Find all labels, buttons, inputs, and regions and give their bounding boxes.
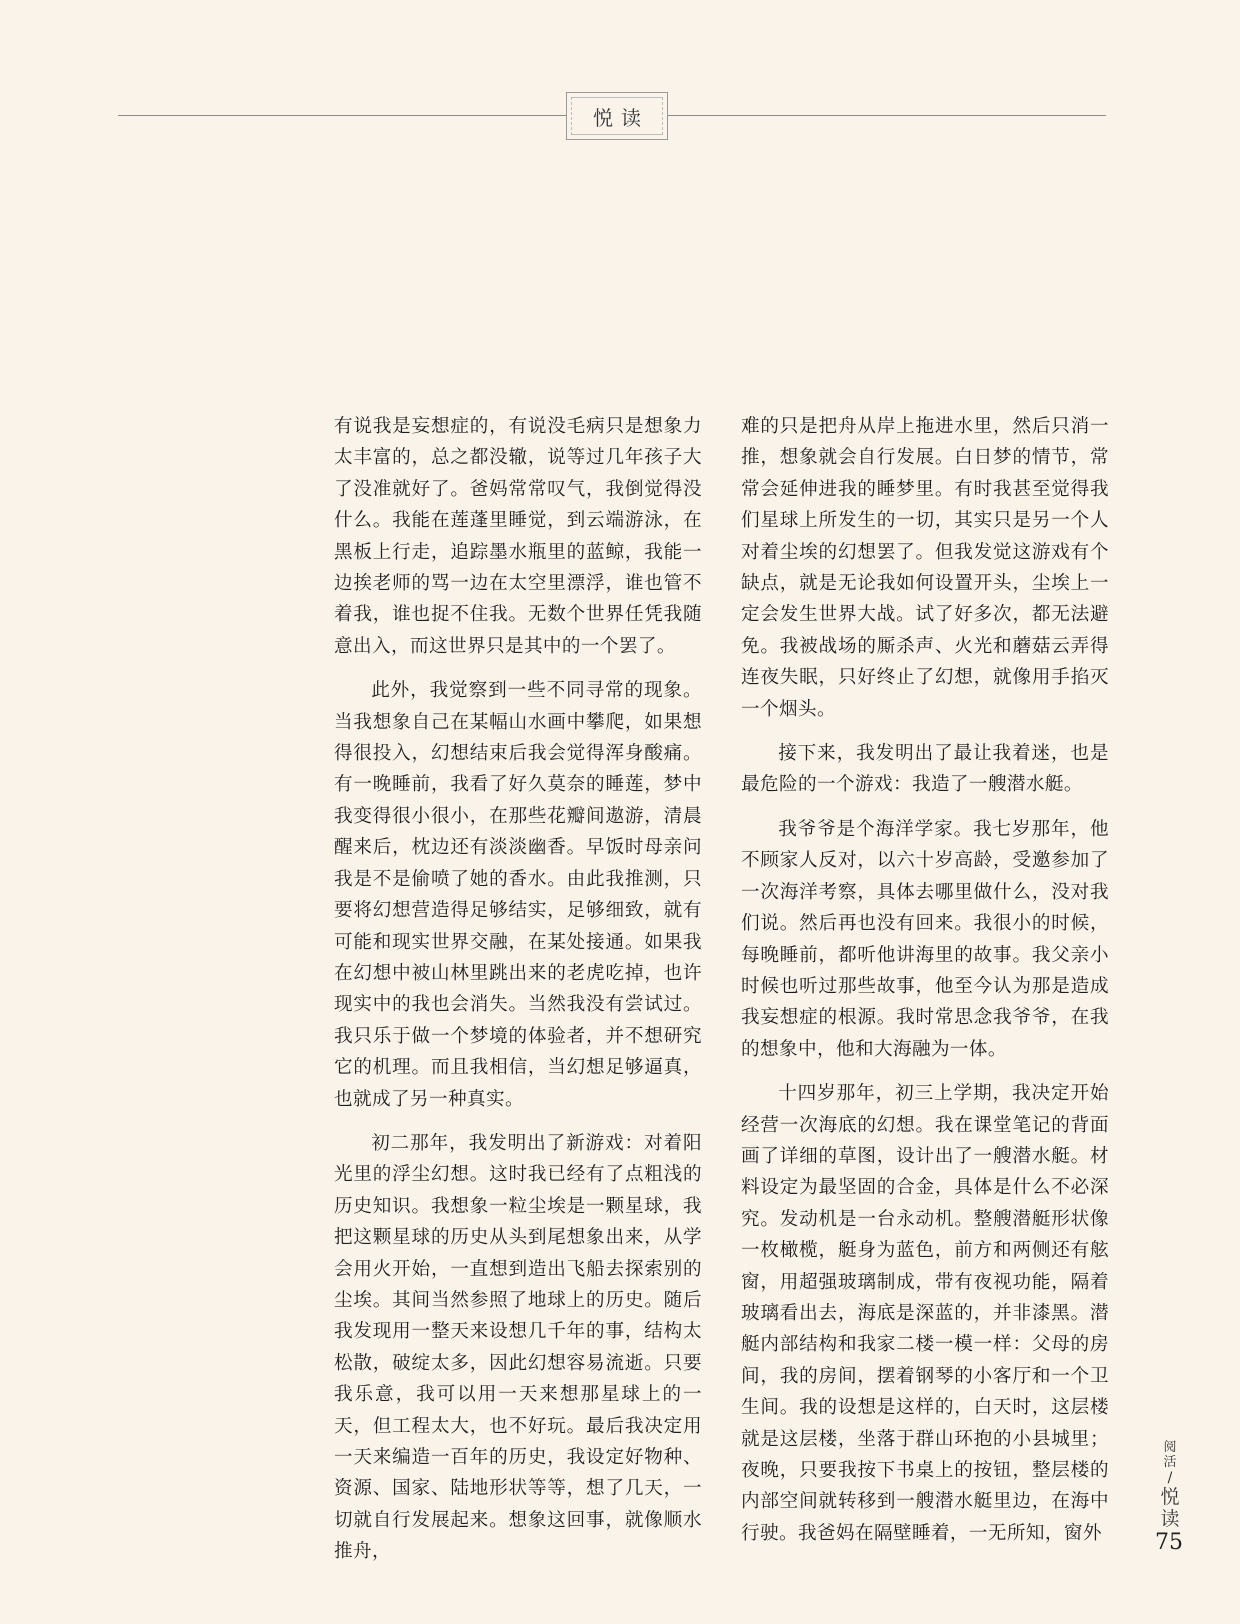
paragraph: 此外，我觉察到一些不同寻常的现象。当我想象自己在某幅山水画中攀爬，如果想得很投入，幻想结束后我会觉得浑身酸痛。有一晚睡前，我看了好久莫奈的睡莲，梦中我变得很小很小，在那些花瓣间遨游，清晨醒来后，枕边还有淡淡幽香。早饭时母亲问我是不是偷喷了她的香水。由此我推测，只要将幻想营造得足够结实，足够细致，就有可能和现实世界交融，在某处接通。如果我在幻想中被山林里跳出来的老虎吃掉，也许现实中的我也会消失。当然我没有尝试过。我只乐于做一个梦境的体验者，并不想研究它的机理。而且我相信，当幻想足够逼真，也就成了另一种真实。	[334, 680, 702, 1110]
sidebar-tag-separator: /	[1167, 1470, 1173, 1486]
section-badge	[566, 92, 668, 140]
page-number: 75	[1155, 1530, 1183, 1555]
header-rule-right	[668, 115, 1106, 116]
section-title: 悦读	[593, 105, 649, 130]
paragraph: 接下来，我发明出了最让我着迷，也是最危险的一个游戏：我造了一艘潜水艇。	[741, 743, 1109, 796]
paragraph: 初二那年，我发明出了新游戏：对着阳光里的浮尘幻想。这时我已经有了点粗浅的历史知识。我想象一粒尘埃是一颗星球，我把这颗星球的历史从头到尾想象出来，从学会用火开始，一直想到造出飞船去探索别的尘埃。其间当然参照了地球上的历史。随后我发现用一整天来设想几千年的事，结构太松散，破绽太多，因此幻想容易流逝。只要我乐意，我可以用一天来想那星球上的一天，但工程太大，也不好玩。最后我决定用一天来编造一百年的历史，我设定好物种、资源、国家、陆地形状等等，想了几天，一切就自行发展起来。想象这回事，就像顺水推舟，	[334, 1132, 702, 1563]
header-rule-left	[118, 115, 566, 116]
sidebar-tag-top: 阅活	[1163, 1440, 1177, 1470]
paragraph: 有说我是妄想症的，有说没毛病只是想象力太丰富的，总之都没辙，说等过几年孩子大了没准就好了。爸妈常常叹气，我倒觉得没什么。我能在莲蓬里睡觉，到云端游泳，在黑板上行走，追踪墨水瓶里的蓝鲸，我能一边挨老师的骂一边在太空里漂浮，谁也管不着我，谁也捉不住我。无数个世界任凭我随意出入，而这世界只是其中的一个罢了。	[334, 416, 702, 657]
sidebar-section-tag	[1159, 1440, 1181, 1530]
paragraph: 难的只是把舟从岸上拖进水里，然后只消一推，想象就会自行发展。白日梦的情节，常常会延伸进我的睡梦里。有时我甚至觉得我们星球上所发生的一切，其实只是另一个人对着尘埃的幻想罢了。但我发觉这游戏有个缺点，就是无论我如何设置开头，尘埃上一定会发生世界大战。试了好多次，都无法避免。我被战场的厮杀声、火光和蘑菇云弄得连夜失眠，只好终止了幻想，就像用手掐灭一个烟头。	[741, 416, 1109, 720]
paragraph: 我爷爷是个海洋学家。我七岁那年，他不顾家人反对，以六十岁高龄，受邀参加了一次海洋考察，具体去哪里做什么，没对我们说。然后再也没有回来。我很小的时候，每晚睡前，都听他讲海里的故事。我父亲小时候也听过那些故事，他至今认为那是造成我妄想症的根源。我时常思念我爷爷，在我的想象中，他和大海融为一体。	[741, 818, 1109, 1060]
sidebar-tag-bottom: 悦读	[1160, 1486, 1180, 1530]
paragraph: 十四岁那年，初三上学期，我决定开始经营一次海底的幻想。我在课堂笔记的背面画了详细的草图，设计出了一艘潜水艇。材料设定为最坚固的合金，具体是什么不必深究。发动机是一台永动机。整艘潜艇形状像一枚橄榄，艇身为蓝色，前方和两侧还有舷窗，用超强玻璃制成，带有夜视功能，隔着玻璃看出去，海底是深蓝的，并非漆黑。潜艇内部结构和我家二楼一模一样：父母的房间，我的房间，摆着钢琴的小客厅和一个卫生间。我的设想是这样的，白天时，这层楼就是这层楼，坐落于群山环抱的小县城里；夜晚，只要我按下书桌上的按钮，整层楼的内部空间就转移到一艘潜水艇里边，在海中行驶。我爸妈在隔壁睡着，一无所知，窗外	[741, 1083, 1109, 1544]
text-column-left	[334, 411, 702, 1581]
text-column-right	[741, 411, 1109, 1562]
